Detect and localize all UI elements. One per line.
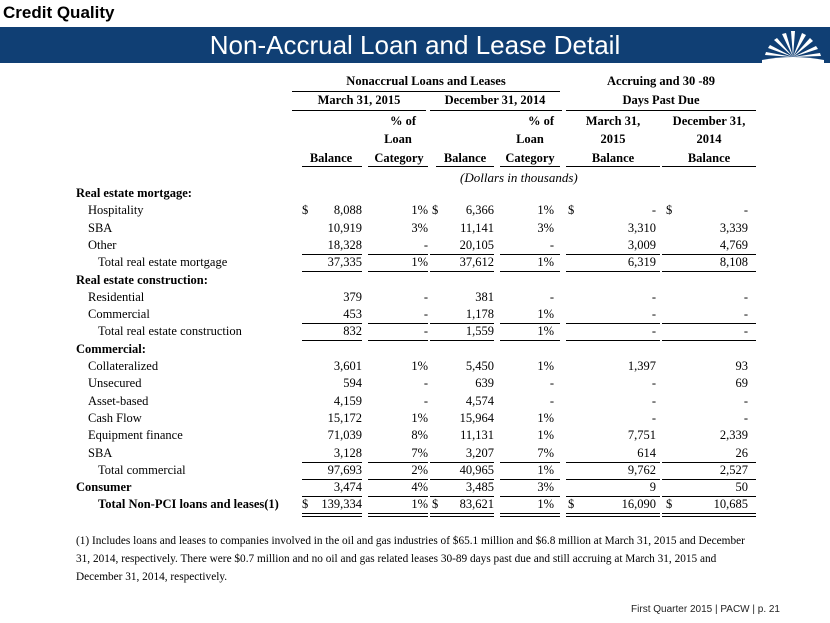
row-label: Total real estate mortgage xyxy=(98,255,228,270)
row-value: 4,769 xyxy=(719,237,748,252)
row-value: 71,039 xyxy=(327,428,362,443)
row-value: 3,339 xyxy=(719,220,748,235)
header-mar31: March 31, xyxy=(585,114,641,128)
section-label: Credit Quality xyxy=(3,3,115,22)
page-title: Non-Accrual Loan and Lease Detail xyxy=(209,30,621,60)
header-2014: 2014 xyxy=(696,132,722,146)
row-value: 7% xyxy=(411,445,428,460)
row-value: 2,339 xyxy=(719,428,748,443)
row-value: 3,485 xyxy=(465,480,494,495)
row-value: 139,334 xyxy=(321,497,362,512)
table-row xyxy=(0,290,830,307)
row-value: - xyxy=(743,393,748,408)
row-double-underline xyxy=(500,516,560,517)
row-value: 381 xyxy=(475,289,494,304)
row-value: 6,319 xyxy=(627,255,656,270)
row-value: - xyxy=(743,410,748,425)
row-value: - xyxy=(651,203,656,218)
table-row xyxy=(0,255,830,272)
currency-symbol: $ xyxy=(432,497,439,512)
row-value: 15,964 xyxy=(459,410,494,425)
row-label: Other xyxy=(88,237,117,252)
row-value: 20,105 xyxy=(459,237,494,252)
table-row xyxy=(0,221,830,238)
header-accruing-2: Days Past Due xyxy=(622,93,700,107)
currency-symbol: $ xyxy=(432,203,439,218)
row-double-underline xyxy=(368,513,428,514)
row-value: 69 xyxy=(735,376,748,391)
row-value: - xyxy=(423,324,428,339)
row-value: 18,328 xyxy=(327,237,362,252)
units-note: (Dollars in thousands) xyxy=(460,170,578,185)
row-value: 1% xyxy=(537,203,554,218)
table-row xyxy=(0,428,830,445)
row-value: 5,450 xyxy=(465,359,494,373)
row-value: 1% xyxy=(537,410,554,425)
row-value: 1% xyxy=(411,255,428,270)
row-value: 3,128 xyxy=(333,445,362,460)
row-value: 1% xyxy=(537,359,554,373)
row-value: 10,919 xyxy=(327,220,362,235)
table-row xyxy=(0,394,830,411)
row-label: Consumer xyxy=(76,480,132,495)
row-label: Cash Flow xyxy=(88,410,142,425)
row-label: SBA xyxy=(88,220,113,235)
table-row xyxy=(0,411,830,428)
row-double-underline xyxy=(302,516,362,517)
table-row xyxy=(0,203,830,220)
header-date-mar: March 31, 2015 xyxy=(317,93,401,107)
row-value: 10,685 xyxy=(713,497,748,512)
header-nonaccrual: Nonaccrual Loans and Leases xyxy=(346,74,506,88)
row-label: Total commercial xyxy=(98,462,186,477)
row-value: - xyxy=(549,376,554,391)
row-value: 1,559 xyxy=(465,324,494,339)
row-value: 3,009 xyxy=(627,237,656,252)
row-double-underline xyxy=(500,513,560,514)
row-value: 3,310 xyxy=(627,220,656,235)
row-value: 7% xyxy=(537,445,554,460)
row-value: - xyxy=(651,393,656,408)
header-balance-acc-mar: Balance xyxy=(591,151,635,165)
row-value: 1% xyxy=(537,497,554,512)
row-value: 8,088 xyxy=(333,203,362,218)
table-row xyxy=(0,376,830,393)
row-value: 11,131 xyxy=(460,428,494,443)
currency-symbol: $ xyxy=(302,497,309,512)
header-category-dec: Category xyxy=(505,151,555,165)
header-balance-acc-dec: Balance xyxy=(687,151,731,165)
row-double-underline xyxy=(662,516,756,517)
row-value: 2,527 xyxy=(719,462,748,477)
header-loan-dec: Loan xyxy=(516,132,544,146)
row-value: 1% xyxy=(537,307,554,322)
row-value: 6,366 xyxy=(465,203,494,218)
row-value: 3% xyxy=(411,220,428,235)
row-double-underline xyxy=(430,513,494,514)
currency-symbol: $ xyxy=(666,497,673,512)
row-value: 37,335 xyxy=(327,255,362,270)
row-value: 9 xyxy=(649,480,656,495)
row-label: Real estate mortgage: xyxy=(76,186,192,200)
row-value: 1% xyxy=(411,203,428,218)
row-value: - xyxy=(651,376,656,391)
table-row xyxy=(0,186,830,203)
row-label: Residential xyxy=(88,289,145,304)
row-value: 1% xyxy=(537,428,554,443)
row-label: Commercial: xyxy=(76,341,146,356)
table-row xyxy=(0,480,830,497)
row-value: 1,397 xyxy=(627,359,656,373)
row-value: - xyxy=(651,289,656,304)
row-value: 4% xyxy=(411,480,428,495)
row-value: - xyxy=(743,324,748,339)
header-accruing-1: Accruing and 30 -89 xyxy=(607,74,715,88)
row-value: 639 xyxy=(475,376,494,391)
row-value: - xyxy=(549,237,554,252)
page-footer: First Quarter 2015 | PACW | p. 21 xyxy=(631,604,780,615)
header-balance-dec: Balance xyxy=(443,151,487,165)
table-row xyxy=(0,342,830,359)
row-double-underline xyxy=(430,516,494,517)
currency-symbol: $ xyxy=(666,203,673,218)
table-row xyxy=(0,324,830,341)
row-value: 37,612 xyxy=(459,255,494,270)
row-value: 2% xyxy=(411,462,428,477)
row-label: Asset-based xyxy=(88,393,149,408)
row-value: 50 xyxy=(735,480,748,495)
row-value: 4,159 xyxy=(333,393,362,408)
row-value: 1% xyxy=(411,497,428,512)
row-value: 93 xyxy=(735,359,748,373)
row-label: Commercial xyxy=(88,307,150,322)
row-value: 40,965 xyxy=(459,462,494,477)
row-value: 16,090 xyxy=(621,497,656,512)
row-value: 453 xyxy=(343,307,362,322)
row-double-underline xyxy=(302,513,362,514)
row-label: Equipment finance xyxy=(88,428,183,443)
row-value: 9,762 xyxy=(627,462,656,477)
row-value: 379 xyxy=(343,289,362,304)
row-value: 1% xyxy=(537,462,554,477)
table-row xyxy=(0,463,830,480)
row-value: 8% xyxy=(411,428,428,443)
table-row xyxy=(0,446,830,463)
header-category-mar: Category xyxy=(374,151,424,165)
row-value: 8,108 xyxy=(719,255,748,270)
row-value: - xyxy=(423,307,428,322)
table-row xyxy=(0,359,830,376)
row-value: 614 xyxy=(637,445,656,460)
header-pct-mar: % of xyxy=(389,114,416,128)
row-value: - xyxy=(743,289,748,304)
row-value: 1% xyxy=(537,324,554,339)
row-value: 3,474 xyxy=(333,480,362,495)
row-value: - xyxy=(651,307,656,322)
row-value: 83,621 xyxy=(459,497,494,512)
row-value: 1% xyxy=(411,410,428,425)
row-value: 26 xyxy=(735,445,748,460)
row-value: - xyxy=(743,307,748,322)
row-value: 3,601 xyxy=(333,359,362,373)
row-label: Hospitality xyxy=(88,203,144,218)
row-value: - xyxy=(423,237,428,252)
table-row xyxy=(0,497,830,514)
row-value: 1% xyxy=(537,255,554,270)
table-row xyxy=(0,238,830,255)
header-date-dec: December 31, 2014 xyxy=(444,93,546,107)
row-value: 97,693 xyxy=(327,462,362,477)
row-value: 3,207 xyxy=(465,445,494,460)
table-row xyxy=(0,307,830,324)
row-value: 3% xyxy=(537,220,554,235)
row-label: SBA xyxy=(88,445,113,460)
row-value: - xyxy=(651,324,656,339)
row-value: - xyxy=(549,289,554,304)
row-value: 832 xyxy=(343,324,362,339)
row-label: Collateralized xyxy=(88,359,159,373)
row-value: 1% xyxy=(411,359,428,373)
currency-symbol: $ xyxy=(568,203,575,218)
currency-symbol: $ xyxy=(302,203,309,218)
header-loan-mar: Loan xyxy=(384,132,412,146)
header-dec31: December 31, xyxy=(672,114,746,128)
row-double-underline xyxy=(662,513,756,514)
row-value: - xyxy=(423,393,428,408)
row-label: Total real estate construction xyxy=(98,324,242,339)
row-label: Unsecured xyxy=(88,376,142,391)
row-value: - xyxy=(423,376,428,391)
row-value: 11,141 xyxy=(460,220,494,235)
row-double-underline xyxy=(566,513,660,514)
row-double-underline xyxy=(368,516,428,517)
row-double-underline xyxy=(566,516,660,517)
row-value: 4,574 xyxy=(465,393,494,408)
row-value: - xyxy=(423,289,428,304)
header-pct-dec: % of xyxy=(527,114,554,128)
row-value: - xyxy=(743,203,748,218)
row-value: 15,172 xyxy=(327,410,362,425)
row-value: - xyxy=(549,393,554,408)
table-row xyxy=(0,273,830,290)
footnote: (1) Includes loans and leases to companies involved in the oil and gas industries of $65.1 million and $6.8 million at March 31, 2015 and December 31, 2014, respectively. There were $0.7 million and no oil and gas related leases 30-89 days past due and still accruing at March 31, 2015 and December 31, 2014, respectively. xyxy=(76,535,745,583)
currency-symbol: $ xyxy=(568,497,575,512)
header-balance-mar: Balance xyxy=(309,151,353,165)
row-label: Total Non-PCI loans and leases(1) xyxy=(98,497,279,512)
row-value: 594 xyxy=(343,376,362,391)
row-value: 7,751 xyxy=(627,428,656,443)
row-label: Real estate construction: xyxy=(76,272,208,287)
header-2015: 2015 xyxy=(600,132,626,146)
row-value: 3% xyxy=(537,480,554,495)
row-value: - xyxy=(651,410,656,425)
row-value: 1,178 xyxy=(465,307,494,322)
